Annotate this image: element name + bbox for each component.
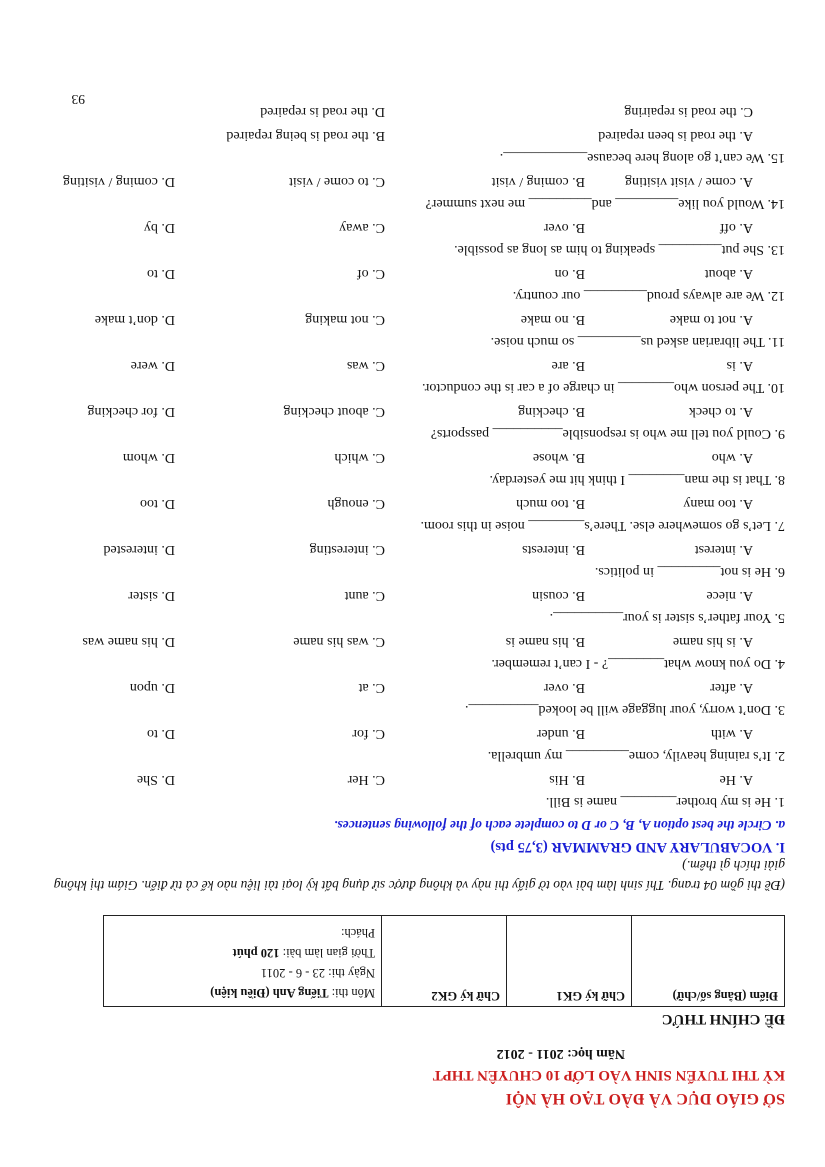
option-b[interactable]: B. too much	[516, 496, 585, 511]
exam-title: KỲ THI TUYỂN SINH VÀO LỚP 10 CHUYÊN THPT	[432, 1067, 785, 1083]
option-c[interactable]: C. was	[346, 358, 385, 373]
option-d[interactable]: D. for checking	[87, 404, 175, 419]
option-c[interactable]: C. interesting	[309, 542, 385, 557]
option-d[interactable]: D. to	[147, 266, 175, 281]
page-number: 93	[71, 92, 85, 107]
instructions: (Đề thi gồm 04 trang. Thí sinh làm bài vào tờ giấy thi này và không được sử dụng bất kỳ loại tài liệu nào kể cả từ điển. Giám thị không giải thích gì thêm.)	[53, 858, 785, 893]
option-a[interactable]: A. after	[710, 680, 753, 695]
option-b[interactable]: B. are	[551, 358, 585, 373]
option-d[interactable]: D. by	[143, 220, 175, 235]
question-stem: 2. It’s raining heavily, come_________ my umbrella.	[487, 748, 785, 763]
option-d[interactable]: D. coming / visiting	[63, 174, 175, 189]
option-c[interactable]: C. not making	[305, 312, 385, 327]
option-a[interactable]: A. with	[711, 726, 753, 741]
option-a[interactable]: A. niece	[706, 588, 753, 603]
question-stem: 1. He is my brother________ name is Bill.	[545, 794, 785, 809]
option-b[interactable]: B. His	[549, 772, 585, 787]
question-item	[45, 395, 785, 441]
option-b[interactable]: B. whose	[532, 450, 585, 465]
question-item	[45, 349, 785, 395]
school-year: Năm học: 2011 - 2012	[496, 1046, 625, 1061]
question-stem: 10. The person who________ in charge of a car is the conductor.	[421, 380, 785, 395]
question-stem: 3. Don’t worry, your luggage will be looked__________.	[464, 702, 785, 717]
question-stem: 11. The librarian asked us_________ so much noise.	[490, 334, 785, 349]
score-cell	[632, 916, 785, 1007]
question-stem: 14. Would you like_________ and_________ me next summer?	[425, 196, 785, 211]
option-c[interactable]: C. for	[352, 726, 385, 741]
question-item	[45, 165, 785, 211]
question-stem: 4. Do you know what________? - I can’t remember.	[491, 656, 785, 671]
official-label: ĐỀ CHÍNH THỨC	[661, 1011, 785, 1027]
question-item	[45, 257, 785, 303]
option-c[interactable]: C. away	[339, 220, 385, 235]
option-a[interactable]: A. come / visit visiting	[625, 174, 753, 189]
option-b[interactable]: B. under	[536, 726, 585, 741]
option-b[interactable]: B. over	[543, 680, 585, 695]
option-a[interactable]: A. He	[719, 772, 753, 787]
option-c[interactable]: C. was his name	[293, 634, 385, 649]
option-c[interactable]: C. about checking	[283, 404, 385, 419]
option-d[interactable]: D. interested	[103, 542, 175, 557]
option-d[interactable]: D. to	[147, 726, 175, 741]
option-c[interactable]: C. enough	[327, 496, 385, 511]
option-d[interactable]: D. She	[136, 772, 175, 787]
option-a[interactable]: A. off	[719, 220, 753, 235]
subject-value: Tiếng Anh (Điều kiện)	[210, 986, 329, 1000]
option-c[interactable]: C. of	[357, 266, 385, 281]
option-a[interactable]: A. the road is been repaired	[598, 128, 753, 143]
option-a[interactable]: A. interest	[694, 542, 753, 557]
option-a[interactable]: A. is his name	[672, 634, 753, 649]
option-c[interactable]: C. at	[358, 680, 385, 695]
option-a[interactable]: A. who	[711, 450, 753, 465]
option-c[interactable]: C. Her	[347, 772, 385, 787]
time-label: Thời gian làm bài:	[279, 946, 375, 960]
option-b[interactable]: B. no make	[520, 312, 585, 327]
examiner1-header: Chữ ký GK1	[556, 989, 625, 1003]
question-stem: 7. Let’s go somewhere else. There’s________ noise in this room.	[420, 518, 785, 533]
option-b[interactable]: B. checking	[518, 404, 585, 419]
option-d[interactable]: D. whom	[122, 450, 175, 465]
option-b[interactable]: B. interests	[522, 542, 585, 557]
score-table	[103, 915, 785, 1007]
question-item	[45, 763, 785, 809]
option-d[interactable]: D. upon	[129, 680, 175, 695]
option-d[interactable]: D. sister	[128, 588, 175, 603]
question-item	[45, 533, 785, 579]
time-line	[110, 943, 375, 963]
option-d[interactable]: D. don’t make	[94, 312, 175, 327]
option-a[interactable]: A. not to make	[669, 312, 753, 327]
score-header: Điểm (Bằng số/chữ)	[672, 989, 778, 1003]
option-b[interactable]: B. the road is being repaired	[226, 128, 385, 143]
examiner2-cell	[382, 916, 507, 1007]
question-item	[45, 95, 785, 165]
section-title: I. VOCABULARY AND GRAMMAR (3,75 pts)	[490, 839, 785, 855]
option-d[interactable]: D. too	[140, 496, 175, 511]
exam-info-cell	[104, 916, 382, 1007]
question-stem: 9. Could you tell me who is responsible__________ passports?	[430, 426, 785, 441]
question-item	[45, 441, 785, 487]
question-stem: 6. He is not_________ in politics.	[594, 564, 785, 579]
option-a[interactable]: A. is	[726, 358, 753, 373]
option-b[interactable]: B. over	[543, 220, 585, 235]
option-d[interactable]: D. his name was	[82, 634, 175, 649]
option-c[interactable]: C. to come / visit	[288, 174, 385, 189]
question-item	[45, 717, 785, 763]
option-a[interactable]: A. to check	[688, 404, 753, 419]
question-item	[45, 303, 785, 349]
subject-label: Môn thi:	[328, 986, 375, 1000]
option-b[interactable]: B. coming / visit	[491, 174, 585, 189]
time-value: 120 phút	[232, 946, 280, 960]
option-a[interactable]: A. too many	[683, 496, 753, 511]
phach-label: Phách:	[340, 926, 375, 940]
question-stem: 5. Your father’s sister is your__________.	[549, 610, 785, 625]
subject-line	[110, 983, 375, 1003]
question-item	[45, 211, 785, 257]
question-item	[45, 625, 785, 671]
question-item	[45, 671, 785, 717]
question-stem: 12. We are always proud_________ our country.	[512, 288, 785, 303]
question-stem: 13. She put_________ speaking to him as long as possible.	[454, 242, 785, 257]
option-c[interactable]: C. the road is repairing	[624, 104, 753, 119]
question-list	[45, 95, 785, 809]
exam-date: Ngày thi: 23 - 6 - 2011	[260, 966, 375, 980]
question-stem: 8. That is the man________ I think hit me yesterday.	[489, 472, 785, 487]
department-name: SỞ GIÁO DỤC VÀ ĐÀO TẠO HÀ NỘI	[505, 1090, 785, 1107]
question-stem: 15. We can’t go along here because____________.	[499, 150, 785, 165]
question-item	[45, 487, 785, 533]
option-c[interactable]: C. aunt	[344, 588, 385, 603]
examiner1-cell	[507, 916, 632, 1007]
option-c[interactable]: C. which	[334, 450, 385, 465]
option-d[interactable]: D. the road is repaired	[260, 104, 385, 119]
option-b[interactable]: B. cousin	[532, 588, 585, 603]
section-subtitle: a. Circle the best option A, B, C or D to complete each of the following sentences.	[334, 818, 785, 833]
option-a[interactable]: A. about	[704, 266, 753, 281]
question-item	[45, 579, 785, 625]
option-b[interactable]: B. his name is	[505, 634, 585, 649]
examiner2-header: Chữ ký GK2	[431, 989, 500, 1003]
option-d[interactable]: D. were	[130, 358, 175, 373]
option-b[interactable]: B. on	[554, 266, 585, 281]
